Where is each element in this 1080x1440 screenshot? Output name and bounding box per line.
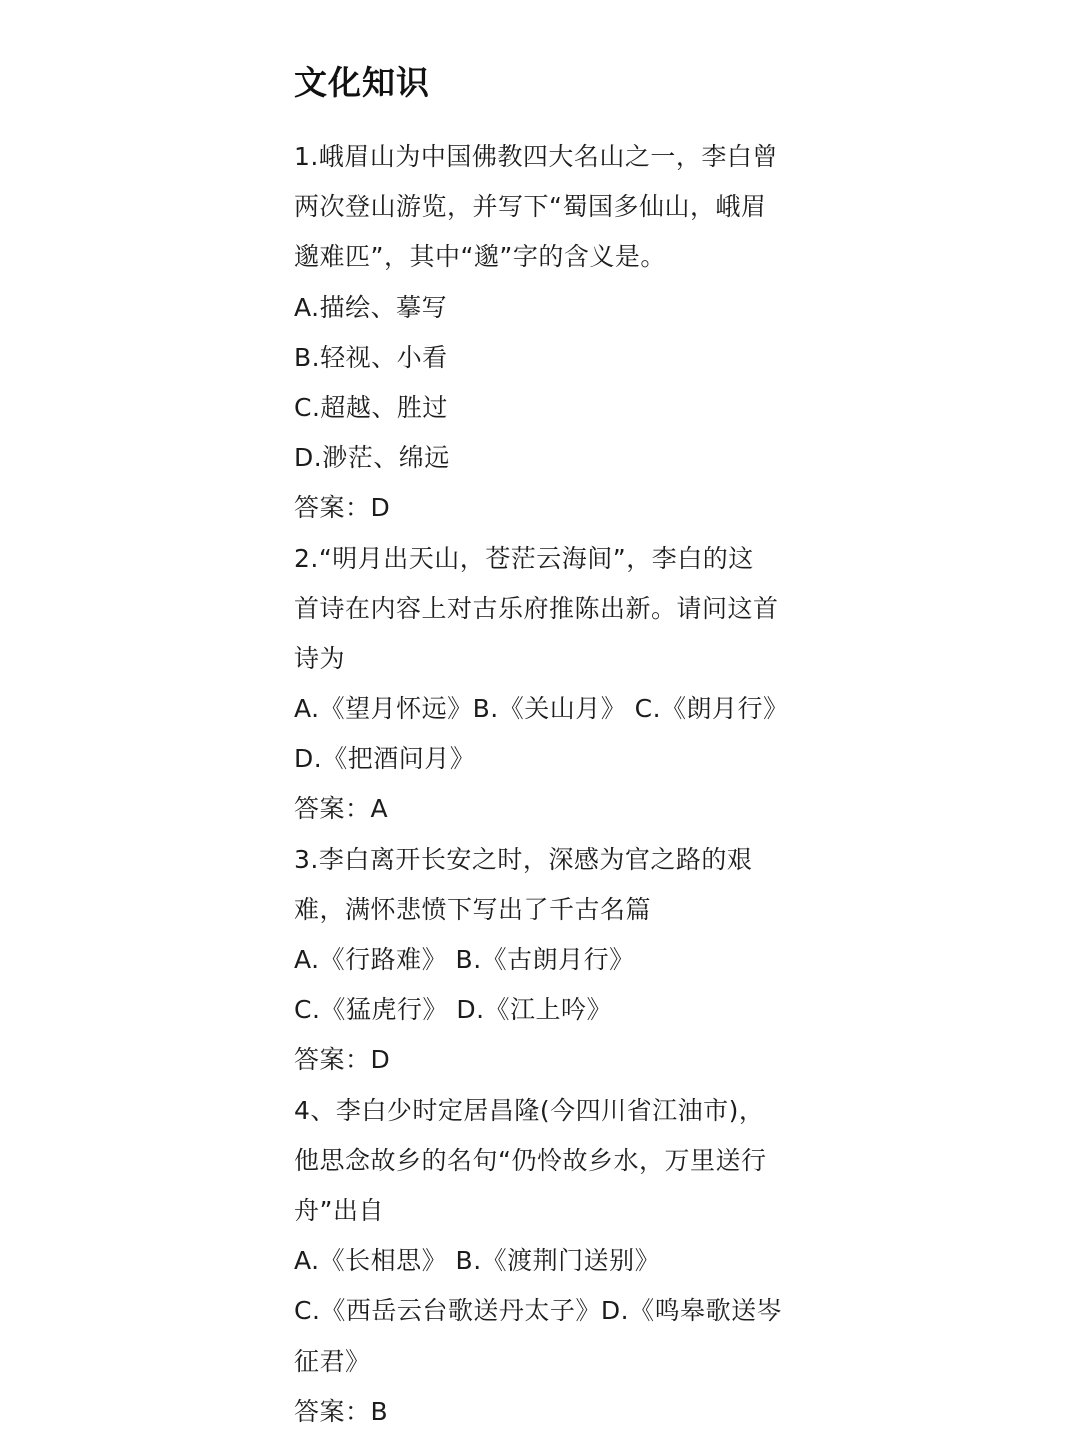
question-1-answer: 答案：D	[294, 493, 391, 523]
question-2-line-3: 诗为	[294, 643, 346, 673]
question-2-options-abc: A.《望月怀远》B.《关山月》 C.《朗月行》	[294, 694, 789, 724]
quiz-content	[294, 132, 794, 1437]
question-1-line-2: 两次登山游览，并写下“蜀国多仙山，峨眉	[294, 192, 767, 222]
question-3-line-1: 3.李白离开长安之时，深感为官之路的艰	[294, 844, 753, 874]
question-4-option-d-cont: 征君》	[294, 1346, 371, 1376]
question-4-line-3: 舟”出自	[294, 1195, 384, 1225]
question-2-answer: 答案：A	[294, 794, 389, 824]
question-2-line-2: 首诗在内容上对古乐府推陈出新。请问这首	[294, 593, 779, 623]
question-3-options-cd: C.《猛虎行》 D.《江上吟》	[294, 995, 613, 1025]
question-2-line-1: 2.“明月出天山，苍茫云海间”，李白的这	[294, 543, 754, 573]
question-3-line-2: 难，满怀悲愤下写出了千古名篇	[294, 894, 652, 924]
question-2-option-d: D.《把酒问月》	[294, 744, 476, 774]
question-4-line-2: 他思念故乡的名句“仍怜故乡水，万里送行	[294, 1145, 767, 1175]
question-1-line-1: 1.峨眉山为中国佛教四大名山之一，李白曾	[294, 142, 778, 171]
question-1-line-3: 邈难匹”，其中“邈”字的含义是。	[294, 242, 666, 272]
question-1-option-d: D.渺茫、绵远	[294, 443, 450, 473]
question-1-option-a: A.描绘、摹写	[294, 292, 448, 322]
question-4-options-cd: C.《西岳云台歌送丹太子》D.《鸣皋歌送岑	[294, 1296, 783, 1326]
question-1-option-b: B.轻视、小看	[294, 342, 448, 372]
question-1-option-c: C.超越、胜过	[294, 392, 448, 422]
question-4-answer: 答案：B	[294, 1396, 389, 1426]
page-title: 文化知识	[294, 63, 430, 102]
question-3-answer: 答案：D	[294, 1045, 391, 1075]
question-3-options-ab: A.《行路难》 B.《古朗月行》	[294, 945, 635, 974]
question-4-line-1: 4、李白少时定居昌隆(今四川省江油市)，	[294, 1095, 765, 1125]
question-4-options-ab: A.《长相思》 B.《渡荆门送别》	[294, 1246, 661, 1276]
